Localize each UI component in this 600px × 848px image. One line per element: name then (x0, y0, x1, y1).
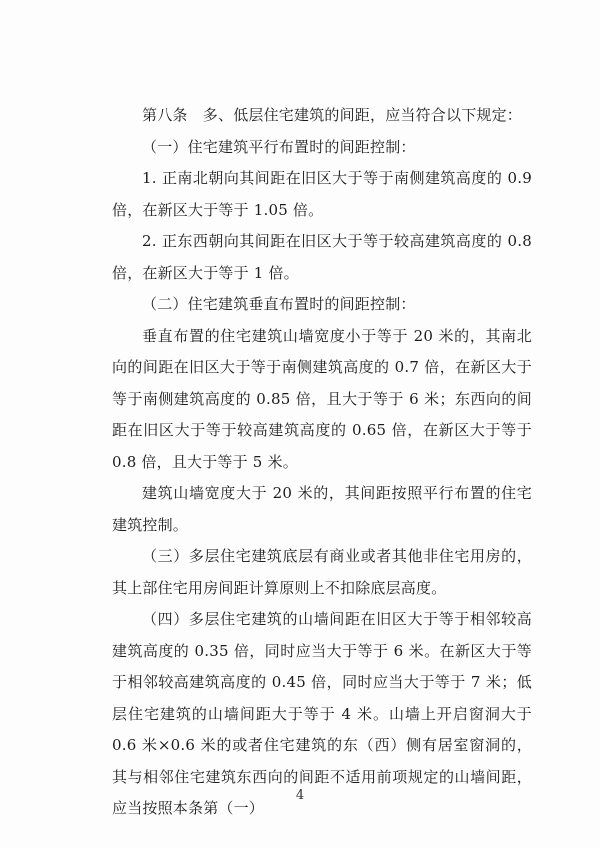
clause-parallel-layout: （一）住宅建筑平行布置时的间距控制： (142, 137, 416, 156)
item-north-south: 1. 正南北朝向其间距在旧区大于等于南侧建筑高度的 0.9 倍，在新区大于等于 1.05 倍。 (112, 169, 532, 219)
perpendicular-detail: 垂直布置的住宅建筑山墙宽度小于等于 20 米的，其南北向的间距在旧区大于等于南侧建筑高度的 0.7 倍，在新区大于等于南侧建筑高度的 0.85 倍，且大于等于 6 米；东西向的间距在旧区大于等于较高建筑高度的 0.65 倍，在新区大于等于 0.8 倍，且大于等于 5 米。 (112, 326, 532, 471)
gable-wide-rule: 建筑山墙宽度大于 20 米的，其间距按照平行布置的住宅建筑控制。 (112, 484, 532, 534)
body-text (112, 100, 532, 825)
clause-gable-spacing: （四）多层住宅建筑的山墙间距在旧区大于等于相邻较高建筑高度的 0.35 倍，同时应当大于等于 6 米。在新区大于等于相邻较高建筑高度的 0.45 倍，同时应当大于等于 7 米；低层住宅建筑的山墙间距大于等于 4 米。山墙上开启窗洞大于 0.6 米×0.6 米的或者住宅建筑的东（西）侧有居室窗洞的，其与相邻住宅建筑东西向的间距不适用前项规定的山墙间距，应当按照本条第（一） (112, 610, 532, 817)
clause-perpendicular-layout: （二）住宅建筑垂直布置时的间距控制： (142, 295, 416, 313)
clause-commercial-ground-floor: （三）多层住宅建筑底层有商业或者其他非住宅用房的，其上部住宅用房间距计算原则上不扣除底层高度。 (112, 547, 532, 597)
page-number: 4 (295, 788, 305, 803)
item-east-west: 2. 正东西朝向其间距在旧区大于等于较高建筑高度的 0.8 倍，在新区大于等于 1 倍。 (112, 232, 532, 282)
article-heading: 第八条 多、低层住宅建筑的间距，应当符合以下规定： (142, 106, 523, 124)
